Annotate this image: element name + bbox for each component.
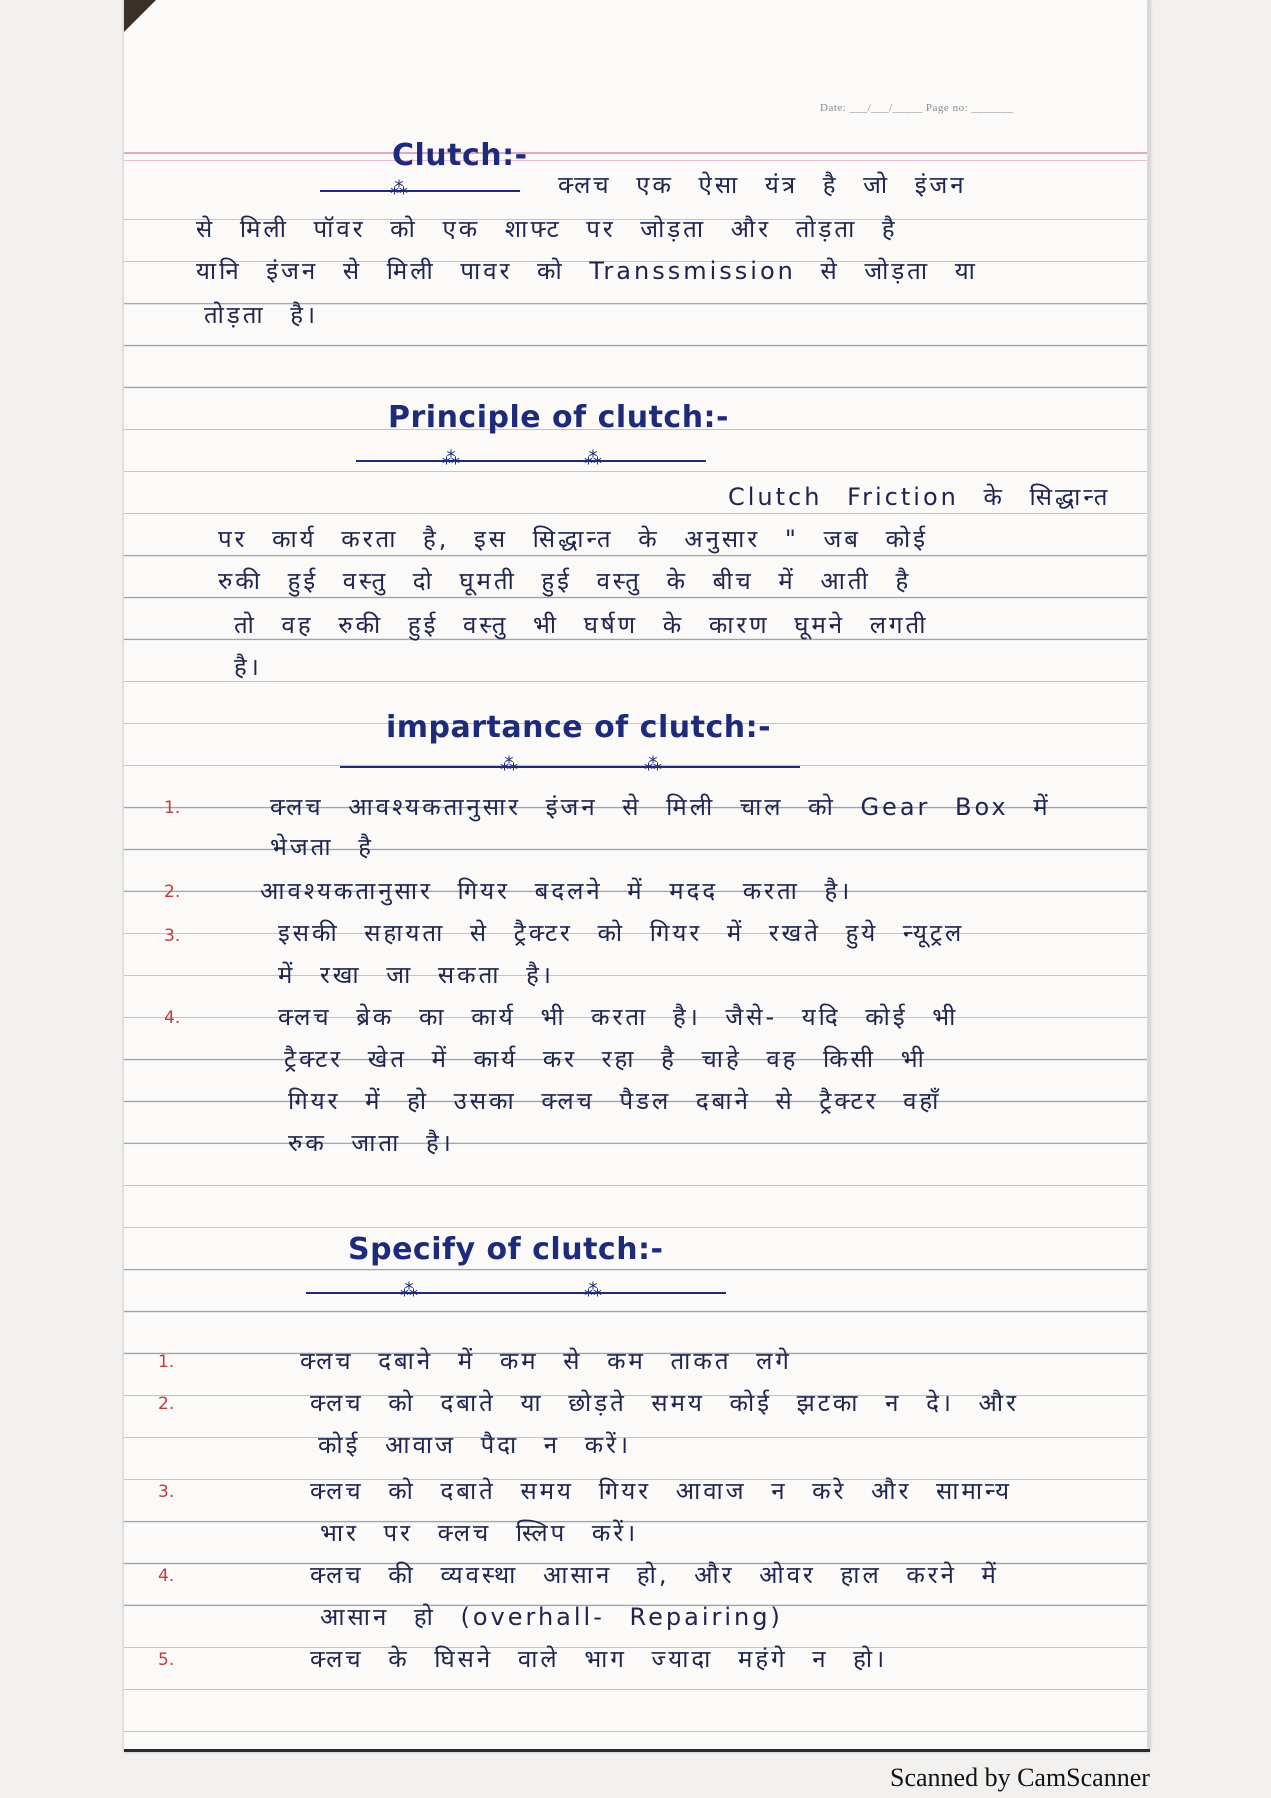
list-item-line: क्लच को दबाते समय गियर आवाज न करे और सामान्य <box>310 1477 1013 1505</box>
list-item-line: कोई आवाज पैदा न करें। <box>318 1431 632 1459</box>
list-item-line: क्लच के घिसने वाले भाग ज्यादा महंगे न हो। <box>310 1645 888 1673</box>
heading-underline <box>356 460 706 462</box>
list-item-line: इसकी सहायता से ट्रैक्टर को गियर में रखते हुये न्यूट्रल <box>278 919 965 947</box>
heading-importance: impartance of clutch:- <box>386 710 772 745</box>
heading-underline <box>306 1292 726 1294</box>
list-item-line: आसान हो (overhall- Repairing) <box>320 1603 783 1631</box>
ornament-star-icon: ⁂ <box>584 1280 602 1301</box>
text-line: तोड़ता है। <box>204 301 319 329</box>
list-item-line: आवश्यकतानुसार गियर बदलने में मदद करता है। <box>260 877 853 905</box>
list-item-line: क्लच की व्यवस्था आसान हो, और ओवर हाल करने में <box>310 1561 999 1589</box>
list-item-line: रुक जाता है। <box>288 1129 454 1157</box>
notebook-page <box>124 0 1150 1752</box>
list-item-line: भेजता है <box>270 833 374 861</box>
bottom-edge <box>124 1749 1150 1752</box>
item-number: 3. <box>164 926 181 946</box>
ornament-star-icon: ⁂ <box>442 448 460 469</box>
heading-underline <box>320 190 520 192</box>
text-line: रुकी हुई वस्तु दो घूमती हुई वस्तु के बीच में आती है <box>218 567 912 595</box>
ornament-star-icon: ⁂ <box>500 754 518 775</box>
scanner-watermark: Scanned by CamScanner <box>890 1763 1150 1792</box>
text-line: क्लच एक ऐसा यंत्र है जो इंजन <box>558 171 967 199</box>
date-page-field: Date: ___/___/_____ Page no: _______ <box>820 102 1014 114</box>
list-item-line: क्लच आवश्यकतानुसार इंजन से मिली चाल को Gear Box में <box>270 793 1051 821</box>
item-number: 1. <box>158 1352 175 1372</box>
list-item-line: में रखा जा सकता है। <box>278 961 554 989</box>
ornament-star-icon: ⁂ <box>584 448 602 469</box>
text-line: Clutch Friction के सिद्धान्त <box>728 483 1111 511</box>
right-edge <box>1147 0 1150 1752</box>
heading-underline <box>340 766 800 768</box>
text-line: तो वह रुकी हुई वस्तु भी घर्षण के कारण घूमने लगती <box>234 611 929 639</box>
item-number: 4. <box>158 1566 175 1586</box>
text-line: है। <box>234 653 262 681</box>
text-line: पर कार्य करता है, इस सिद्धान्त के अनुसार " जब कोई <box>218 525 929 553</box>
heading-clutch: Clutch:- <box>392 138 528 173</box>
page-corner <box>124 0 156 32</box>
item-number: 4. <box>164 1008 181 1028</box>
list-item-line: क्लच ब्रेक का कार्य भी करता है। जैसे- यदि कोई भी <box>278 1003 959 1031</box>
item-number: 2. <box>158 1394 175 1414</box>
list-item-line: क्लच को दबाते या छोड़ते समय कोई झटका न दे। और <box>310 1389 1019 1417</box>
ornament-star-icon: ⁂ <box>390 178 408 199</box>
item-number: 5. <box>158 1650 175 1670</box>
list-item-line: ट्रैक्टर खेत में कार्य कर रहा है चाहे वह किसी भी <box>284 1045 927 1073</box>
ornament-star-icon: ⁂ <box>644 754 662 775</box>
item-number: 2. <box>164 882 181 902</box>
item-number: 3. <box>158 1482 175 1502</box>
heading-specify: Specify of clutch:- <box>348 1232 664 1267</box>
list-item-line: भार पर क्लच स्लिप करें। <box>320 1519 639 1547</box>
list-item-line: क्लच दबाने में कम से कम ताकत लगे <box>300 1347 792 1375</box>
list-item-line: गियर में हो उसका क्लच पैडल दबाने से ट्रैक्टर वहाँ <box>288 1087 942 1115</box>
item-number: 1. <box>164 798 181 818</box>
heading-principle: Principle of clutch:- <box>388 400 729 435</box>
text-line: यानि इंजन से मिली पावर को Transsmission से जोड़ता या <box>196 257 978 285</box>
ornament-star-icon: ⁂ <box>400 1280 418 1301</box>
top-margin-line-inner <box>124 160 1150 161</box>
text-line: से मिली पॉवर को एक शाफ्ट पर जोड़ता और तोड़ता है <box>196 215 898 243</box>
